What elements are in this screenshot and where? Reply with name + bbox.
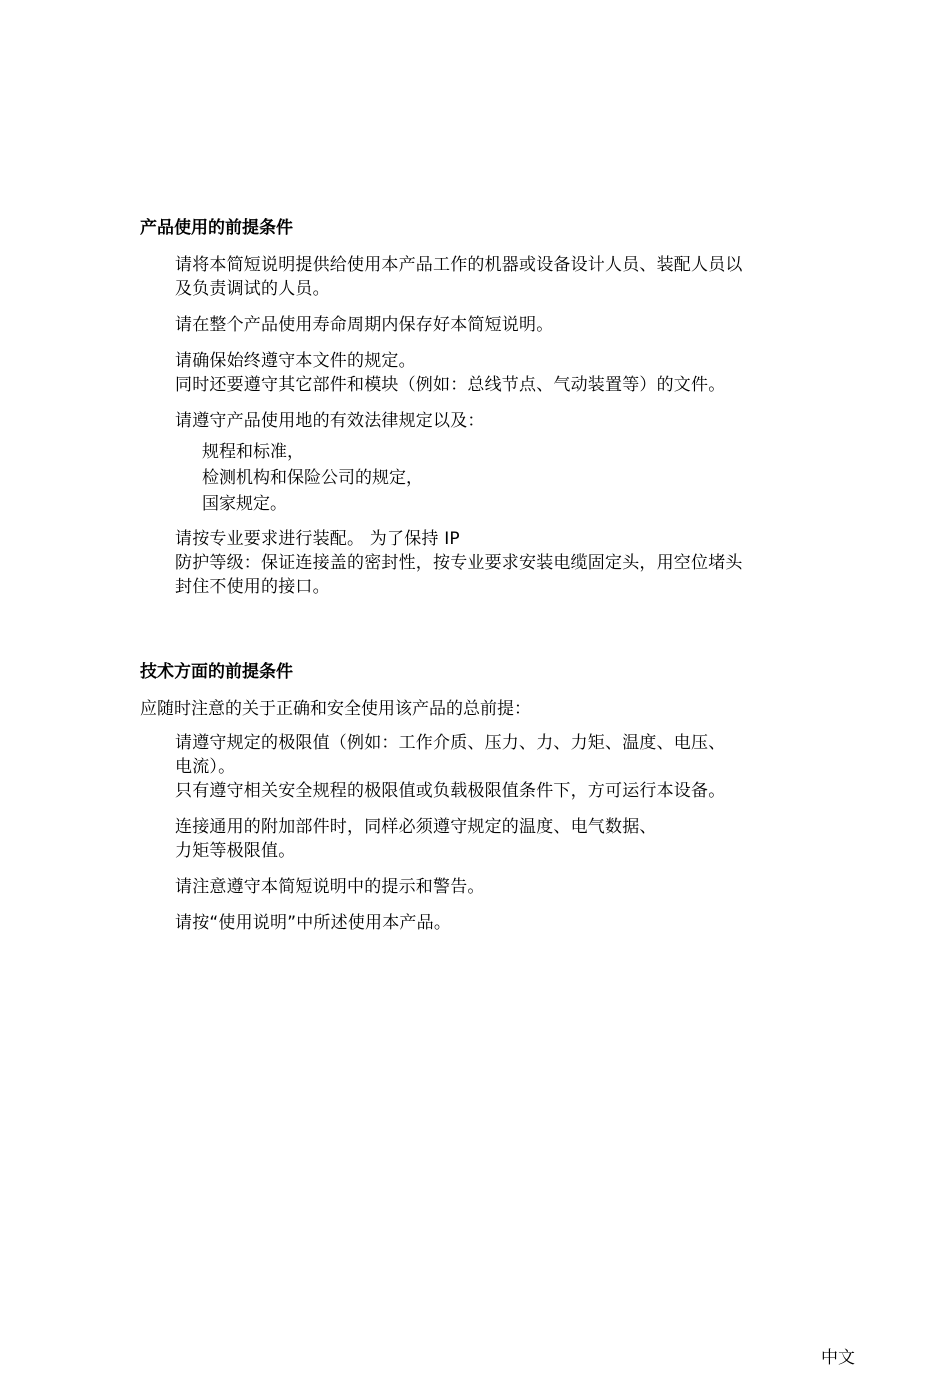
paragraph-line: 请将本简短说明提供给使用本产品工作的机器或设备设计人员、装配人员以 <box>175 255 743 275</box>
list-item: 国家规定。 <box>202 494 287 514</box>
paragraph-line: 请注意遵守本简短说明中的提示和警告。 <box>175 877 485 897</box>
paragraph-limit-values <box>175 731 865 803</box>
paragraph-usage-per-manual <box>175 911 865 935</box>
regulations-list <box>202 439 865 517</box>
paragraph-provide-instructions <box>175 253 865 301</box>
paragraph-line: 请遵守规定的极限值（例如：工作介质、压力、力、力矩、温度、电压、 <box>175 733 726 753</box>
paragraph-observe-regulations <box>175 349 865 397</box>
list-item: 规程和标准， <box>202 442 304 462</box>
paragraph-line: 连接通用的附加部件时，同样必须遵守规定的温度、电气数据、 <box>175 817 657 837</box>
paragraph-line: 同时还要遵守其它部件和模块（例如：总线节点、气动装置等）的文件。 <box>175 375 726 395</box>
paragraph-line: 防护等级：保证连接盖的密封性，按专业要求安装电缆固定头，用空位堵头 <box>175 553 743 573</box>
section-product-usage-prerequisites <box>140 216 865 611</box>
section-heading: 技术方面的前提条件 <box>140 662 293 682</box>
paragraph-line: 请确保始终遵守本文件的规定。 <box>175 351 416 371</box>
paragraph-line: 及负责调试的人员。 <box>175 279 330 299</box>
list-item: 检测机构和保险公司的规定， <box>202 468 423 488</box>
paragraph-line: 只有遵守相关安全规程的极限值或负载极限值条件下，方可运行本设备。 <box>175 781 726 801</box>
section-intro: 应随时注意的关于正确和安全使用该产品的总前提： <box>140 699 531 719</box>
paragraph-line: 力矩等极限值。 <box>175 841 296 861</box>
paragraph-professional-installation <box>175 527 865 599</box>
section-heading: 产品使用的前提条件 <box>140 218 293 238</box>
footer-language-label: 中文 <box>821 1348 855 1368</box>
paragraph-legal-requirements <box>175 409 865 433</box>
paragraph-line: 请按专业要求进行装配。 为了保持 IP <box>175 529 460 549</box>
paragraph-line: 电流）。 <box>175 757 236 777</box>
paragraph-line: 请在整个产品使用寿命周期内保存好本简短说明。 <box>175 315 554 335</box>
section-technical-prerequisites <box>140 660 865 947</box>
paragraph-additional-components <box>175 815 865 863</box>
paragraph-line: 请按“使用说明”中所述使用本产品。 <box>175 913 452 933</box>
paragraph-line: 封住不使用的接口。 <box>175 577 330 597</box>
paragraph-warnings <box>175 875 865 899</box>
paragraph-line: 请遵守产品使用地的有效法律规定以及： <box>175 411 485 431</box>
paragraph-keep-instructions <box>175 313 865 337</box>
